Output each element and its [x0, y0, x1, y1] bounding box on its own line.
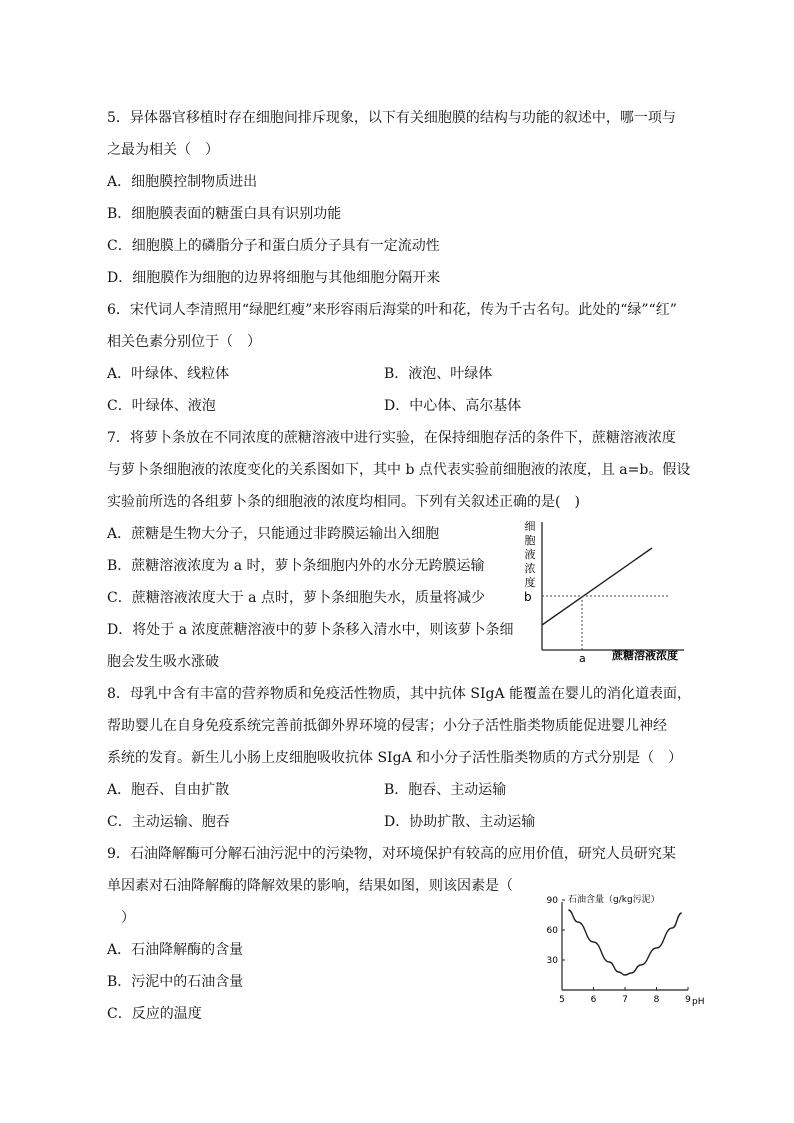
q7-b-label: b [524, 590, 532, 604]
q9-x-tick-label: 6 [590, 995, 597, 1005]
q6-option-b: B．液泡、叶绿体 [384, 366, 493, 382]
q5-option-d: D．细胞膜作为细胞的边界将细胞与其他细胞分隔开来 [107, 270, 441, 286]
q8-stem-line-3: 系统的发育。新生儿小肠上皮细胞吸收抗体 SIgA 和小分子活性脂类物质的方式分别是（ ） [107, 750, 683, 766]
q9-y-tick-label: 30 [546, 956, 558, 966]
q8-option-a: A．胞吞、自由扩散 [107, 782, 230, 798]
q9-data-curve [568, 910, 681, 975]
q7-y-label-3: 液 [524, 548, 536, 561]
q6-stem-line-1: 6．宋代词人李清照用“绿肥红瘦”来形容雨后海棠的叶和花，传为千古名句。此处的“绿”“红” [107, 302, 677, 318]
q9-x-tick-label: 5 [559, 995, 565, 1005]
q7-a-label: a [579, 652, 586, 664]
q8-option-c: C．主动运输、胞吞 [107, 814, 230, 830]
q9-y-tick-label: 90 [546, 896, 558, 906]
q6-option-a: A．叶绿体、线粒体 [107, 366, 230, 382]
q6-option-c: C．叶绿体、液泡 [107, 398, 216, 414]
q7-option-c: C．蔗糖溶液浓度大于 a 点时，萝卜条细胞失水，质量将减少 [107, 590, 485, 606]
q9-y-tick-label: 60 [546, 926, 558, 936]
q9-x-tick-label: 7 [622, 995, 628, 1005]
q7-stem-line-2: 与萝卜条细胞液的浓度变化的关系图如下，其中 b 点代表实验前细胞液的浓度，且 a=b。假设 [107, 462, 691, 478]
q5-stem-line-2: 之最为相关（ ） [107, 142, 219, 158]
q9-x-tick-label: 9 [685, 995, 691, 1005]
q7-stem-line-1: 7．将萝卜条放在不同浓度的蔗糖溶液中进行实验，在保持细胞存活的条件下，蔗糖溶液浓度 [107, 430, 676, 446]
q9-option-b: B．污泥中的石油含量 [107, 974, 244, 990]
q9-stem-line-3: ） [121, 910, 135, 926]
q5-option-a: A．细胞膜控制物质进出 [107, 174, 258, 190]
q7-x-label: 蔗糖溶液浓度 [612, 649, 678, 662]
q8-stem-line-2: 帮助婴儿在自身免疫系统完善前抵御外界环境的侵害；小分子活性脂类物质能促进婴儿神经 [107, 718, 667, 734]
q5-stem-line-1: 5．异体器官移植时存在细胞间排斥现象，以下有关细胞膜的结构与功能的叙述中，哪一项与 [107, 110, 676, 126]
q7-option-a: A．蔗糖是生物大分子，只能通过非跨膜运输出入细胞 [107, 526, 440, 542]
q7-y-label-5: 度 [524, 576, 536, 589]
q5-option-b: B．细胞膜表面的糖蛋白具有识别功能 [107, 206, 342, 222]
q7-y-label-1: 细 [524, 520, 536, 533]
q7-data-line [542, 548, 652, 625]
q7-y-label-4: 浓 [524, 562, 536, 575]
q9-stem-line-2: 单因素对石油降解酶的降解效果的影响，结果如图，则该因素是（ [107, 878, 513, 894]
q7-option-d-line-2: 胞会发生吸水涨破 [107, 654, 219, 670]
q7-stem-line-3: 实验前所选的各组萝卜条的细胞液的浓度均相同。下列有关叙述正确的是( ) [107, 494, 580, 510]
q9-chart [538, 888, 718, 1010]
q9-option-a: A．石油降解酶的含量 [107, 942, 244, 958]
q5-option-c: C．细胞膜上的磷脂分子和蛋白质分子具有一定流动性 [107, 238, 440, 254]
q6-stem-line-2: 相关色素分别位于（ ） [107, 334, 261, 350]
q9-stem-line-1: 9．石油降解酶可分解石油污泥中的污染物，对环境保护有较高的应用价值，研究人员研究某 [107, 846, 676, 862]
q7-option-d-line-1: D．将处于 a 浓度蔗糖溶液中的萝卜条移入清水中，则该萝卜条细 [107, 622, 514, 638]
q7-y-label-2: 胞 [524, 534, 536, 547]
q6-option-d: D．中心体、高尔基体 [384, 398, 522, 414]
q8-option-b: B．胞吞、主动运输 [384, 782, 507, 798]
q9-chart-title: 石油含量（g/kg污泥） [568, 895, 660, 905]
q7-figure [512, 514, 692, 664]
q8-stem-line-1: 8．母乳中含有丰富的营养物质和免疫活性物质，其中抗体 SIgA 能覆盖在婴儿的消化道表面， [107, 686, 691, 702]
q9-x-label: pH [692, 997, 705, 1007]
q9-option-c: C．反应的温度 [107, 1006, 202, 1022]
q7-option-b: B．蔗糖溶液浓度为 a 时，萝卜条细胞内外的水分无跨膜运输 [107, 558, 485, 574]
q9-x-tick-label: 8 [653, 995, 660, 1005]
q8-option-d: D．协助扩散、主动运输 [384, 814, 536, 830]
